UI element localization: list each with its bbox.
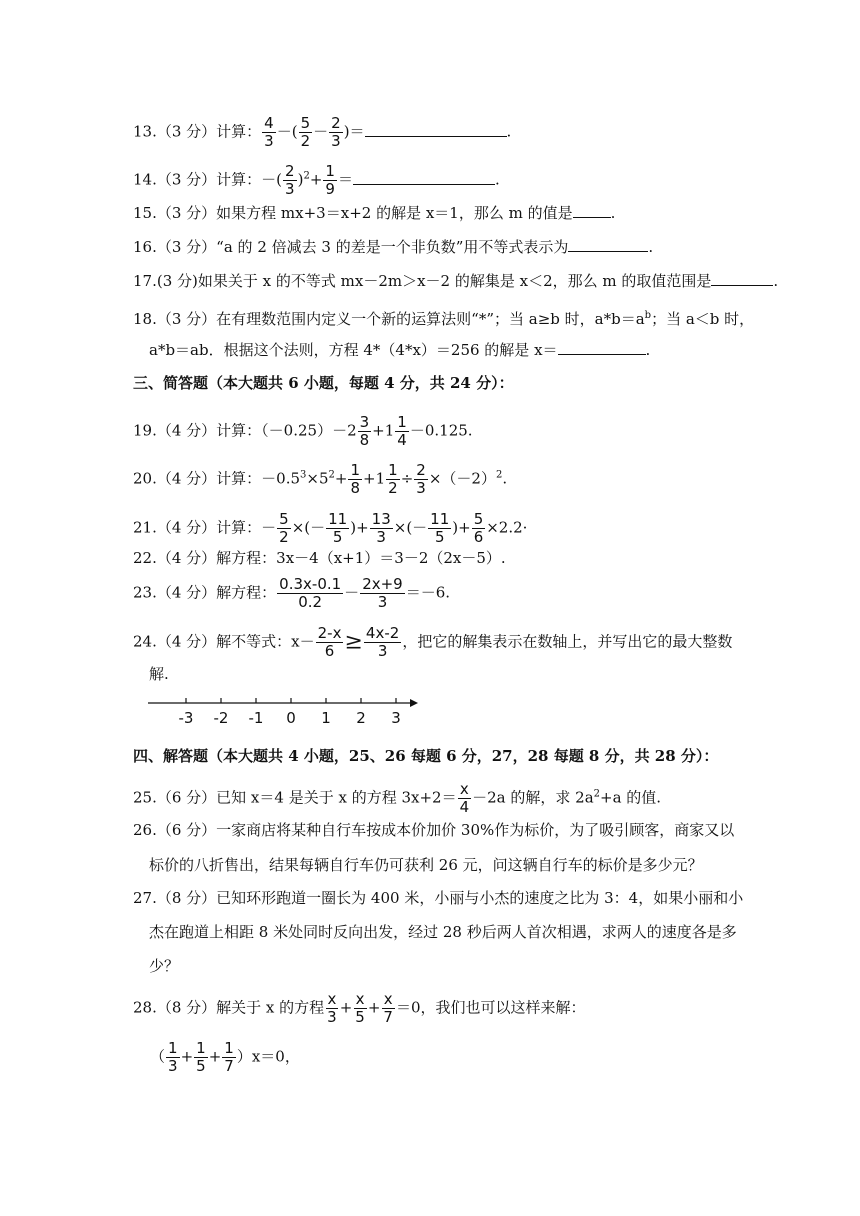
question-23: 23.（4 分）解方程： $\frac{0.3x-0.1}{0.2}$ － $\frac{2x+9}{3}$ ＝－6. xyxy=(133,575,451,611)
fraction: $\frac{1}{4}$ xyxy=(397,413,407,449)
number-line-label: 0 xyxy=(286,709,296,726)
fraction: $\frac{0.3x-0.1}{0.2}$ xyxy=(279,575,342,611)
question-26-line2: 标价的八折售出，结果每辆自行车仍可获利 26 元，问这辆自行车的标价是多少元？ xyxy=(149,856,703,874)
fraction: $\frac{4}{3}$ xyxy=(264,114,274,150)
question-13: 13.（3 分）计算： $\frac{4}{3}$ －( $\frac{5}{2}$ － $\frac{2}{3}$ )＝ . xyxy=(133,114,512,150)
question-22: 22.（4 分）解方程：3x－4（x+1）＝3－2（2x－5）. xyxy=(133,549,506,567)
number-line-label: 2 xyxy=(356,709,366,726)
fraction: $\frac{2}{3}$ xyxy=(331,114,341,150)
fraction: $\frac{2}{3}$ xyxy=(285,162,295,198)
fraction: $\frac{1}{2}$ xyxy=(388,461,398,497)
fraction: $\frac{x}{4}$ xyxy=(459,780,470,816)
answer-blank[interactable] xyxy=(711,271,773,286)
fraction: $\frac{1}{3}$ xyxy=(168,1039,178,1075)
number-line-arrow xyxy=(410,699,418,707)
answer-blank[interactable] xyxy=(353,170,495,185)
number-line xyxy=(148,696,418,726)
question-18-line1: 18.（3 分）在有理数范围内定义一个新的运算法则“*”；当 a≥b 时，$a*b=a^b$；当 a＜b 时， xyxy=(133,310,755,328)
fraction: $\frac{2-x}{6}$ xyxy=(317,624,342,660)
fraction: $\frac{13}{3}$ xyxy=(371,510,391,546)
fraction: $\frac{3}{8}$ xyxy=(359,413,370,449)
question-17: 17.(3 分)如果关于 x 的不等式 mx－2m＞x－2 的解集是 x＜2，那么 m 的取值范围是 . xyxy=(133,272,779,290)
fraction: $\frac{x}{5}$ xyxy=(355,990,365,1026)
question-20: 20.（4 分）计算：$-0.5^3\times 5^2+$ $\frac{1}{8}$ +1 $\frac{1}{2}$ ÷ $\frac{2}{3}$ $\times(-2)^2$. xyxy=(133,461,508,497)
question-28: 28.（8 分）解关于 x 的方程 $\frac{x}{3}$ + $\frac{x}{5}$ + $\frac{x}{7}$ ＝0，我们也可以这样来解： xyxy=(133,990,586,1026)
question-27-line1: 27.（8 分）已知环形跑道一圈长为 400 米，小丽与小杰的速度之比为 3：4，如果小丽和小 xyxy=(133,889,744,907)
number-line-label: 3 xyxy=(391,709,401,726)
fraction: $\frac{1}{5}$ xyxy=(196,1039,206,1075)
question-18-line2: a*b＝ab．根据这个法则，方程 4*（4*x）＝256 的解是 x＝ . xyxy=(149,341,651,359)
answer-blank[interactable] xyxy=(558,340,646,355)
fraction: $\frac{x}{3}$ xyxy=(327,990,337,1026)
question-27-line2: 杰在跑道上相距 8 米处同时反向出发，经过 28 秒后两人首次相遇，求两人的速度各是多 xyxy=(149,923,737,941)
number-line-label: -1 xyxy=(248,709,264,726)
fraction: $\frac{5}{2}$ xyxy=(300,114,311,150)
answer-blank[interactable] xyxy=(365,122,507,137)
question-19: 19.（4 分）计算：（－0.25）－2 $\frac{3}{8}$ +1 $\frac{1}{4}$ －0.125. xyxy=(133,413,473,449)
question-16: 16.（3 分）“a 的 2 倍减去 3 的差是一个非负数”用不等式表示为 . xyxy=(133,238,654,256)
section-4-header: 四、解答题（本大题共 4 小题，25、26 每题 6 分，27，28 每题 8 分，共 28 分）： xyxy=(133,747,719,765)
fraction: $\frac{1}{7}$ xyxy=(224,1039,234,1075)
question-24-line2: 解. xyxy=(149,665,169,683)
fraction: $\frac{x}{7}$ xyxy=(383,990,393,1026)
question-21: 21.（4 分）计算：－ $\frac{5}{2}$ ×(－ $\frac{11}{5}$ )+ $\frac{13}{3}$ ×(－ $\frac{11}{5}$ )+ $\frac{5}{6}$ ×2.2· xyxy=(133,510,528,546)
fraction: $\frac{11}{5}$ xyxy=(430,510,450,546)
question-28-line2: （ $\frac{1}{3}$ + $\frac{1}{5}$ + $\frac{1}{7}$ ）x＝0， xyxy=(150,1039,300,1075)
question-27-line3: 少？ xyxy=(149,957,180,975)
number-line-label: -3 xyxy=(178,709,194,726)
question-14: 14.（3 分）计算：－( $\frac{2}{3}$ )$^2$+ $\frac{1}{9}$ ＝ . xyxy=(133,162,500,198)
question-26-line1: 26.（6 分）一家商店将某种自行车按成本价加价 30%作为标价，为了吸引顾客，商家又以 xyxy=(133,821,735,839)
fraction: $\frac{11}{5}$ xyxy=(328,510,348,546)
answer-blank[interactable] xyxy=(568,237,648,252)
fraction: $\frac{2x+9}{3}$ xyxy=(362,575,403,611)
number-line-label: 1 xyxy=(321,709,331,726)
question-24: 24.（4 分）解不等式：x－ $\frac{2-x}{6}$ ≥ $\frac{4x-2}{3}$ ，把它的解集表示在数轴上，并写出它的最大整数 xyxy=(133,624,733,660)
question-15: 15.（3 分）如果方程 mx+3＝x+2 的解是 x＝1，那么 m 的值是 . xyxy=(133,204,616,222)
fraction: $\frac{5}{2}$ xyxy=(279,510,289,546)
answer-blank[interactable] xyxy=(573,203,611,218)
number-line-label: -2 xyxy=(213,709,229,726)
question-25: 25.（6 分）已知 x＝4 是关于 x 的方程 3x+2＝ $\frac{x}{4}$ －2a 的解，求 $2a^2+a$ 的值. xyxy=(133,780,662,816)
fraction: $\frac{1}{9}$ xyxy=(325,162,335,198)
fraction: $\frac{2}{3}$ xyxy=(416,461,426,497)
fraction: $\frac{4x-2}{3}$ xyxy=(365,624,400,660)
section-3-header: 三、简答题（本大题共 6 小题，每题 4 分，共 24 分）： xyxy=(133,374,514,392)
fraction: $\frac{1}{8}$ xyxy=(350,461,361,497)
fraction: $\frac{5}{6}$ xyxy=(473,510,484,546)
